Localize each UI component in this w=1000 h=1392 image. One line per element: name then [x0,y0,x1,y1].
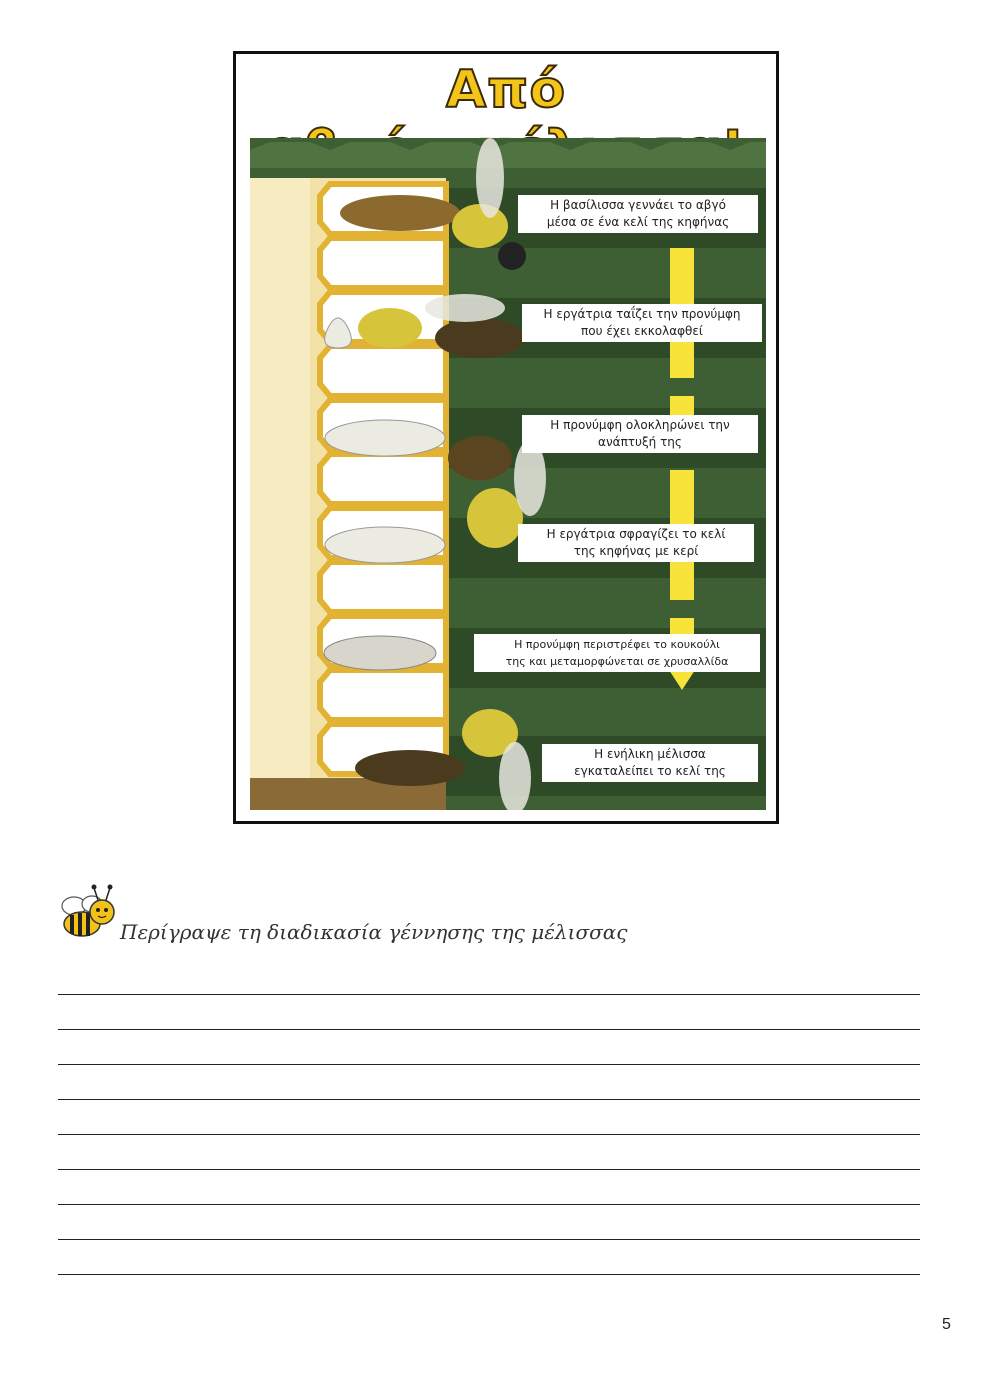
page-number: 5 [942,1316,951,1333]
writing-line [58,1204,920,1205]
step-4-caption: Η εργάτρια σφραγίζει το κελί της κηφήνας με κερί [518,524,754,562]
step-2-caption: Η εργάτρια ταΐζει την προνύμφη που έχει εκκολαφθεί [522,304,762,342]
instruction-text: Περίγραψε τη διαδικασία γέννησης της μέλισσας [120,920,628,944]
writing-line [58,1099,920,1100]
writing-line [58,994,920,995]
writing-line [58,1169,920,1170]
step-3-caption: Η προνύμφη ολοκληρώνει την ανάπτυξή της [522,415,758,453]
writing-line [58,1134,920,1135]
poster-illustration [250,138,766,810]
writing-line [58,1064,920,1065]
step-6-caption: Η ενήλικη μέλισσα εγκαταλείπει το κελί της [542,744,758,782]
step-5-caption: Η προνύμφη περιστρέφει το κουκούλι της και μεταμορφώνεται σε χρυσαλλίδα [474,634,760,672]
writing-line [58,1239,920,1240]
step-1-caption: Η βασίλισσα γεννάει το αβγό μέσα σε ένα κελί της κηφήνας [518,195,758,233]
honeycomb-illustration [250,138,766,810]
writing-line [58,1274,920,1275]
poster-title: Από [445,60,567,120]
poster [233,51,779,824]
writing-line [58,1029,920,1030]
bee-icon [56,880,120,944]
